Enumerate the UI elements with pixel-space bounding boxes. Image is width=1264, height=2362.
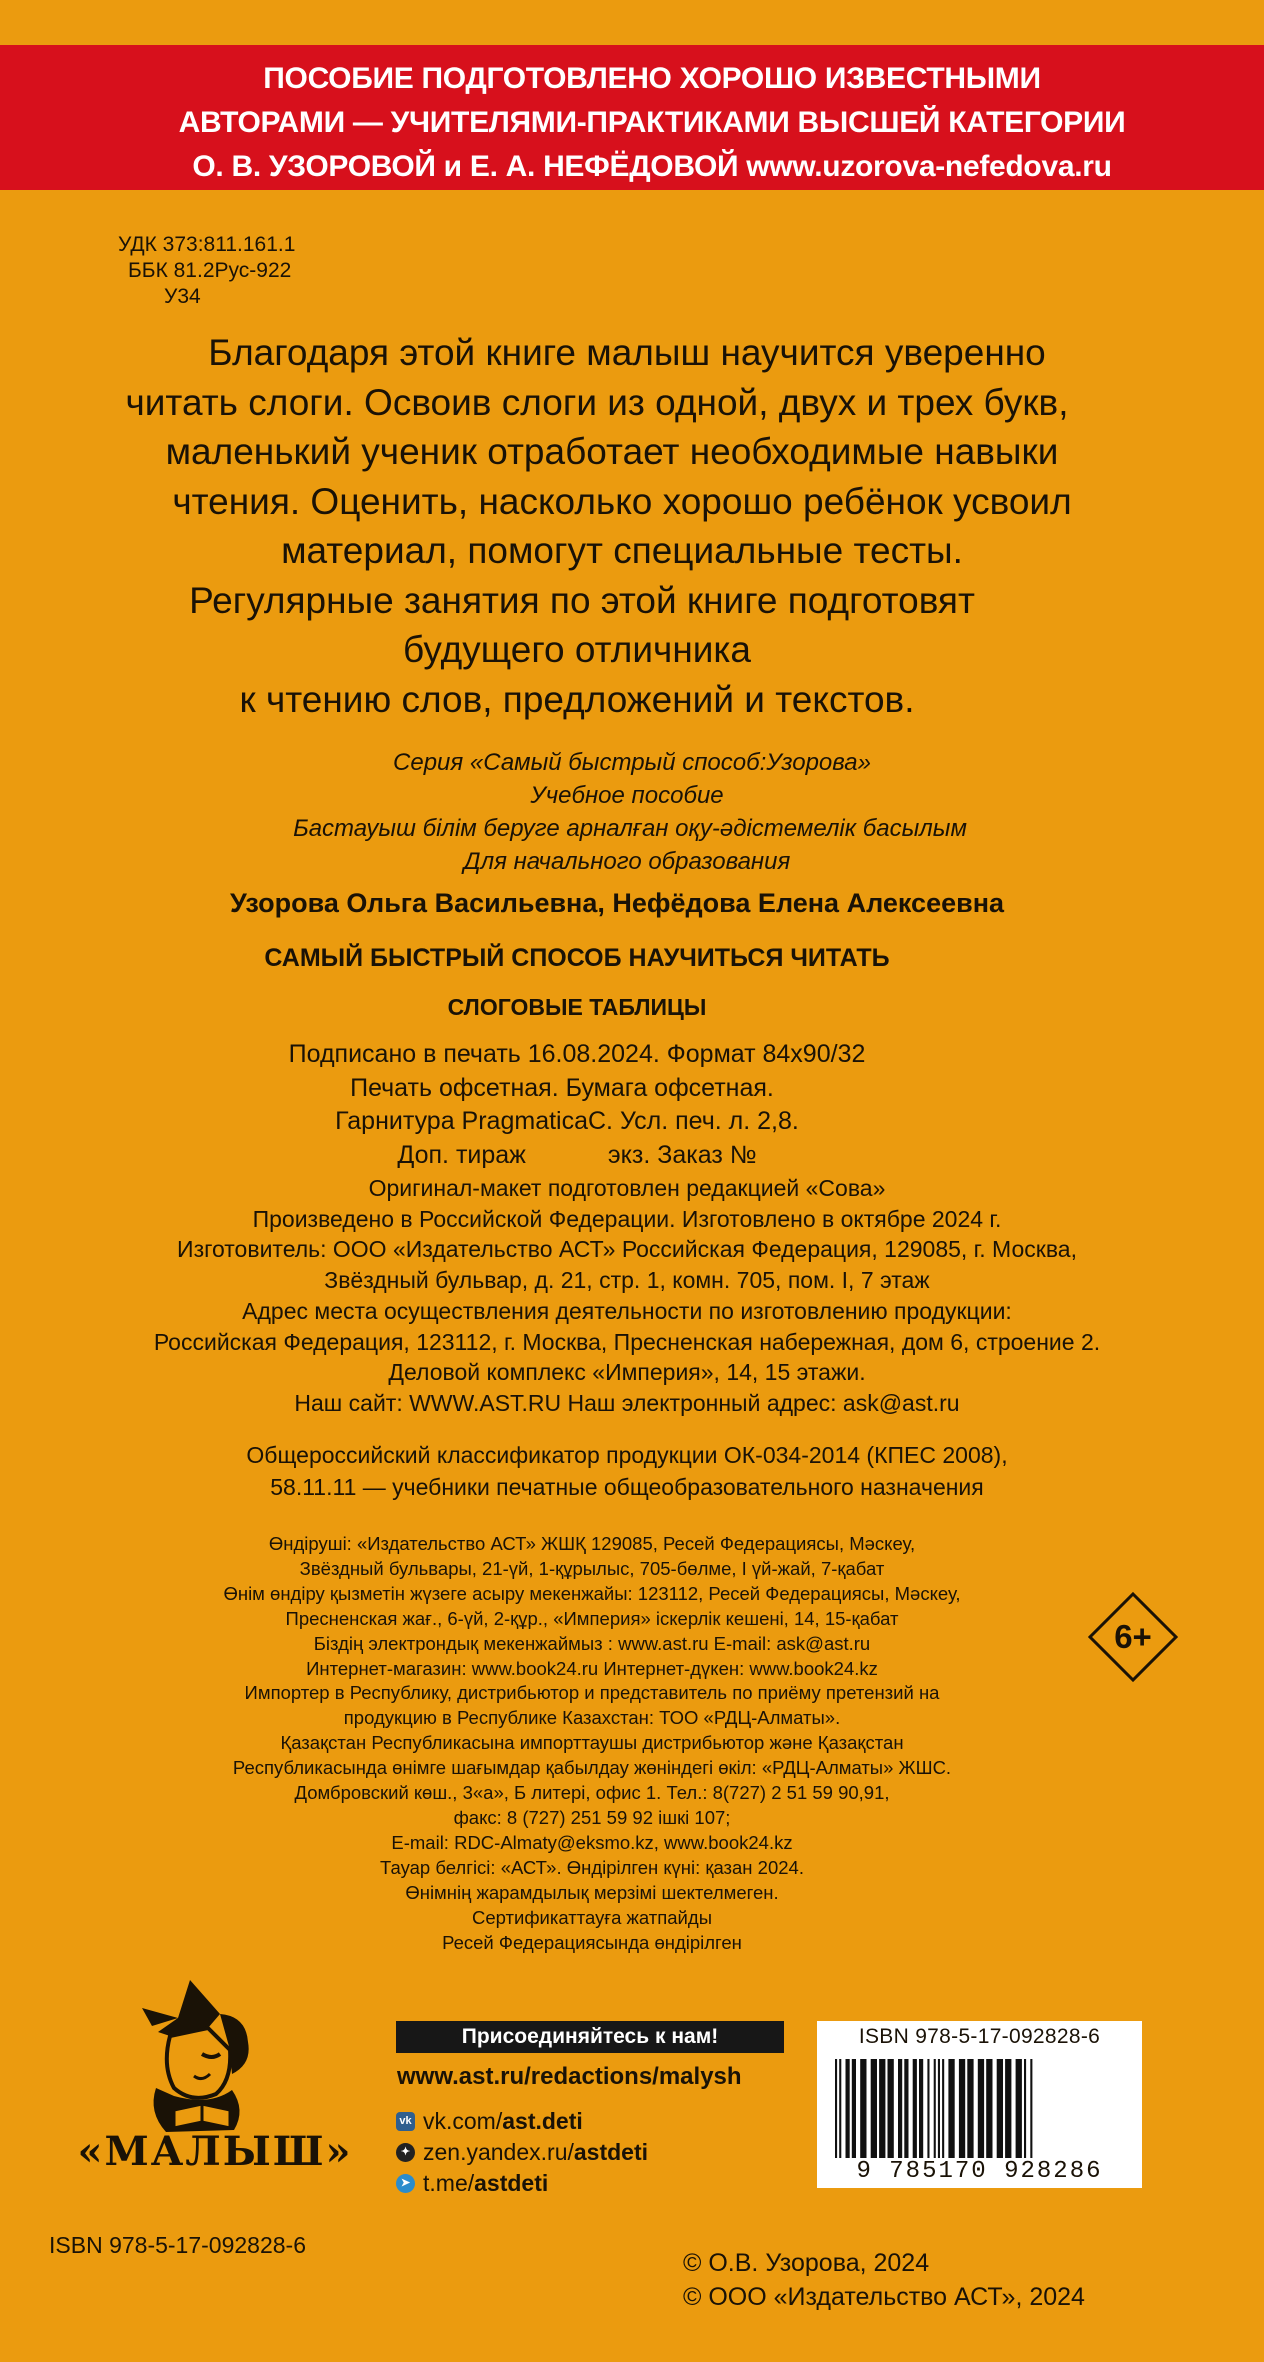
telegram-icon: ➤ — [396, 2174, 415, 2193]
kz-line: Біздің электрондық мекенжаймыз : www.ast.ru E-mail: ask@ast.ru — [313, 1632, 871, 1654]
join-us-banner: Присоединяйтесь к нам! — [396, 2021, 784, 2053]
order-number: экз. Заказ № — [607, 1140, 757, 1169]
social-handle: astdeti — [573, 2139, 649, 2165]
logo-text: «МАЛЫШ» — [77, 2128, 353, 2175]
barcode-bar — [948, 2059, 954, 2159]
social-handle: astdeti — [474, 2170, 549, 2196]
kz-line: Сертификаттауға жатпайды — [472, 1906, 712, 1928]
social-vk[interactable] — [396, 2106, 648, 2137]
author-mark: У34 — [164, 285, 201, 308]
publisher-logo — [70, 1970, 360, 2180]
print-run: Доп. тираж — [397, 1140, 526, 1169]
print-line: Печать офсетная. Бумага офсетная. — [350, 1073, 774, 1102]
product-classifier — [0, 1439, 1264, 1503]
isbn-bottom: ISBN 978-5-17-092828-6 — [49, 2232, 306, 2258]
print-line: Гарнитура PragmaticaC. Усл. печ. л. 2,8. — [335, 1107, 799, 1135]
maker-line: Звёздный бульвар, д. 21, стр. 1, комн. 705, пом. I, 7 этаж — [324, 1267, 930, 1294]
kz-line: продукцию в Республике Казахстан: ТОО «РДЦ-Алматы». — [343, 1707, 841, 1729]
kz-line: Интернет-магазин: www.book24.ru Интернет-дүкен: www.book24.kz — [306, 1657, 878, 1679]
social-prefix: vk.com/ — [423, 2108, 503, 2134]
copyright-line: © ООО «Издательство АСТ», 2024 — [683, 2283, 1085, 2311]
maker-line: Наш сайт: WWW.AST.RU Наш электронный адрес: ask@ast.ru — [294, 1389, 960, 1416]
maker-line: Изготовитель: ООО «Издательство АСТ» Российская Федерация, 129085, г. Москва, — [177, 1236, 1077, 1263]
vk-icon: vk — [396, 2112, 415, 2131]
series-line: Для начального образования — [463, 848, 791, 875]
barcode-bar — [839, 2059, 841, 2159]
intro-line: маленький ученик отработает необходимые навыки — [165, 431, 1059, 472]
banner-line: АВТОРАМИ — УЧИТЕЛЯМИ-ПРАКТИКАМИ ВЫСШЕЙ КАТЕГОРИИ — [178, 106, 1126, 139]
barcode-bar — [871, 2059, 877, 2159]
barcode-bar — [1005, 2059, 1011, 2159]
barcode-bar — [967, 2059, 973, 2159]
intro-line: чтения. Оценить, насколько хорошо ребёнок усвоил — [172, 480, 1072, 522]
classifier-line: Общероссийский классификатор продукции ОК-034-2014 (КПЕС 2008), — [246, 1442, 1008, 1468]
site-link[interactable]: www.ast.ru/redactions/malysh — [397, 2063, 742, 2090]
copyright-line: © О.В. Узорова, 2024 — [683, 2249, 930, 2277]
kz-line: Звёздный бульвары, 21-үй, 1-құрылыс, 705-бөлме, I үй-жай, 7-қабат — [299, 1557, 885, 1579]
book-title: САМЫЙ БЫСТРЫЙ СПОСОБ НАУЧИТЬСЯ ЧИТАТЬ — [264, 944, 890, 972]
maker-line: Адрес места осуществления деятельности по изготовлению продукции: — [242, 1297, 1012, 1324]
top-banner — [0, 45, 1264, 190]
series-info — [0, 746, 1264, 878]
barcode-bar — [934, 2059, 936, 2159]
intro-line: читать слоги. Освоив слоги из одной, двух и трех букв, — [125, 381, 1069, 423]
intro-line: Благодаря этой книге малыш научится уверенно — [208, 332, 1046, 373]
kz-line: Домбровский көш., 3«а», Б литері, офис 1. Тел.: 8(727) 2 51 59 90,91, — [294, 1782, 890, 1804]
authors: Узорова Ольга Васильевна, Нефёдова Елена Алексеевна — [229, 888, 1005, 918]
barcode-icon — [831, 2059, 1128, 2164]
barcode-bar — [888, 2059, 894, 2159]
barcode-bar — [852, 2059, 856, 2159]
barcode-bar — [898, 2059, 902, 2159]
barcode-bar — [959, 2059, 965, 2159]
maker-line: Деловой комплекс «Империя», 14, 15 этажи. — [388, 1359, 866, 1386]
barcode-bar — [1024, 2059, 1026, 2159]
intro-line: к чтению слов, предложений и текстов. — [239, 678, 915, 720]
age-rating-label: 6+ — [1114, 1618, 1152, 1655]
barcode-bar — [919, 2059, 923, 2159]
social-zen[interactable] — [396, 2137, 648, 2168]
barcode-bar — [846, 2059, 850, 2159]
barcode-bar — [904, 2059, 908, 2159]
barcode-bar — [942, 2059, 944, 2159]
print-line — [0, 1139, 1154, 1173]
kz-line: Өнім өндіру қызметін жүзеге асыру мекенжайы: 123112, Ресей Федерациясы, Мәскеу, — [223, 1582, 961, 1604]
kz-line: Ресей Федерациясында өндірілген — [442, 1931, 742, 1953]
book-subtitle: СЛОГОВЫЕ ТАБЛИЦЫ — [447, 994, 707, 1020]
barcode-bar — [997, 2059, 1003, 2159]
kz-line: Қазақстан Республикасына импорттаушы дистрибьютор және Қазақстан — [280, 1732, 904, 1754]
social-telegram[interactable] — [396, 2168, 648, 2199]
series-line: Серия «Самый быстрый способ:Узорова» — [393, 749, 871, 776]
barcode-bar — [860, 2059, 866, 2159]
udk-code: УДК 373:811.161.1 — [118, 233, 296, 256]
intro-paragraph — [0, 328, 1264, 724]
kz-line: Пресненская жағ., 6-үй, 2-құр., «Империя» іскерлік кешені, 14, 15-қабат — [285, 1607, 899, 1629]
series-line: Учебное пособие — [530, 782, 724, 809]
copyright — [683, 2246, 1085, 2314]
classification-codes — [118, 232, 295, 310]
maker-line: Российская Федерация, 123112, г. Москва, Пресненская набережная, дом 6, строение 2. — [153, 1328, 1101, 1355]
barcode-isbn: ISBN 978-5-17-092828-6 — [858, 2025, 1101, 2048]
social-handle: ast.deti — [502, 2108, 583, 2134]
maker-line: Произведено в Российской Федерации. Изготовлено в октябре 2024 г. — [252, 1205, 1002, 1232]
age-rating-badge — [1088, 1592, 1178, 1682]
bbk-code: ББК 81.2Рус-922 — [128, 259, 292, 282]
series-line: Бастауыш білім беруге арналған оқу-әдістемелік басылым — [293, 815, 967, 842]
barcode-bar — [978, 2059, 984, 2159]
zen-icon: ✦ — [396, 2143, 415, 2162]
banner-line: О. В. УЗОРОВОЙ и Е. А. НЕФЁДОВОЙ www.uzorova-nefedova.ru — [192, 150, 1112, 183]
barcode-bar — [986, 2059, 992, 2159]
social-prefix: zen.yandex.ru/ — [423, 2139, 574, 2165]
barcode-bar — [913, 2059, 917, 2159]
intro-line: материал, помогут специальные тесты. — [281, 530, 963, 571]
barcode-bar — [938, 2059, 940, 2159]
barcode-bar — [835, 2059, 837, 2159]
kz-line: факс: 8 (727) 251 59 92 ішкі 107; — [453, 1806, 731, 1828]
classifier-line: 58.11.11 — учебники печатные общеобразовательного назначения — [270, 1474, 984, 1500]
kz-line: E-mail: RDC-Almaty@eksmo.kz, www.book24.kz — [391, 1831, 793, 1853]
kz-line: Тауар белгісі: «АСТ». Өндірілген күні: қазан 2024. — [380, 1856, 804, 1878]
barcode-bar — [1016, 2059, 1022, 2159]
maker-line: Оригинал-макет подготовлен редакцией «Сова» — [368, 1175, 886, 1201]
intro-line: Регулярные занятия по этой книге подготовят — [189, 579, 975, 621]
manufacturer-info — [0, 1173, 1264, 1419]
kz-line: Импортер в Республику, дистрибьютор и представитель по приёму претензий на — [244, 1682, 940, 1704]
barcode-bar — [1030, 2059, 1032, 2159]
kz-line: Өндіруші: «Издательство АСТ» ЖШҚ 129085, Ресей Федерациясы, Мәскеу, — [268, 1533, 916, 1554]
barcode-box — [817, 2021, 1142, 2188]
barcode-bar — [879, 2059, 885, 2159]
kazakhstan-info — [0, 1532, 1264, 1955]
barcode-digits: 9 785170 928286 — [817, 2158, 1142, 2185]
banner-line: ПОСОБИЕ ПОДГОТОВЛЕНО ХОРОШО ИЗВЕСТНЫМИ — [263, 62, 1041, 95]
print-info — [0, 1038, 1264, 1172]
intro-line: будущего отличника — [403, 629, 751, 670]
barcode-bar — [927, 2059, 929, 2159]
kz-line: Республикасында өнімге шағымдар қабылдау жөніндегі өкіл: «РДЦ-Алматы» ЖШС. — [232, 1757, 952, 1779]
social-links — [396, 2106, 648, 2199]
kz-line: Өнімнің жарамдылық мерзімі шектелмеген. — [405, 1881, 779, 1903]
print-line: Подписано в печать 16.08.2024. Формат 84x90/32 — [288, 1040, 866, 1068]
social-prefix: t.me/ — [423, 2170, 475, 2196]
